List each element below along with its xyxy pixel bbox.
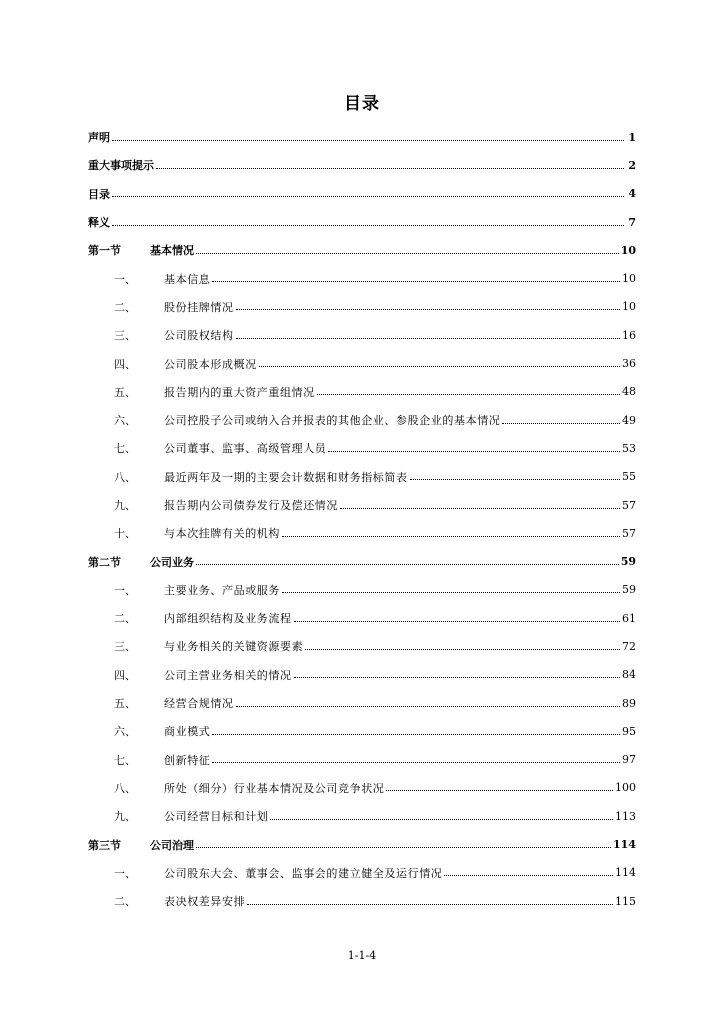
dot-leader	[112, 140, 624, 141]
dot-leader	[196, 253, 619, 254]
toc-entry-label: 公司股权结构	[164, 329, 234, 343]
toc-entry-page: 114	[613, 838, 636, 852]
dot-leader	[259, 366, 620, 367]
toc-entry-page: 36	[622, 357, 636, 371]
page-number-footer: 1-1-4	[347, 949, 377, 962]
toc-entry[interactable]	[88, 689, 636, 717]
toc-entry[interactable]	[88, 349, 636, 377]
toc-entry-page: 53	[622, 441, 636, 455]
toc-entry[interactable]	[88, 208, 636, 236]
toc-entry-page: 100	[615, 781, 636, 795]
toc-entry[interactable]	[88, 406, 636, 434]
toc-entry-label: 公司董事、监事、高级管理人员	[164, 442, 327, 456]
dot-leader	[328, 451, 620, 452]
toc-entry-number: 二、	[114, 612, 136, 626]
toc-entry[interactable]	[88, 264, 636, 292]
toc-entry-label: 股份挂牌情况	[164, 300, 234, 314]
toc-entry-number: 第二节	[88, 555, 121, 569]
toc-entry-label: 基本信息	[164, 272, 211, 286]
toc-entry[interactable]	[88, 547, 636, 575]
dot-leader	[236, 338, 620, 339]
toc-entry-label: 商业模式	[164, 725, 211, 739]
dot-leader	[196, 847, 611, 848]
toc-entry-label: 报告期内公司债券发行及偿还情况	[164, 499, 338, 512]
toc-entry-page: 10	[620, 243, 636, 257]
dot-leader	[112, 196, 624, 197]
dot-leader	[282, 592, 620, 593]
toc-entry[interactable]	[88, 887, 636, 915]
dot-leader	[212, 734, 620, 735]
toc-entry-label: 公司业务	[150, 555, 194, 569]
toc-entry-page: 16	[622, 328, 636, 342]
toc-entry-number: 九、	[114, 499, 136, 512]
dot-leader	[294, 621, 620, 622]
toc-entry[interactable]	[88, 661, 636, 689]
toc-entry[interactable]	[88, 151, 636, 179]
dot-leader	[282, 536, 620, 537]
toc-entry-page: 97	[622, 753, 636, 767]
toc-entry-page: 115	[615, 894, 636, 908]
toc-entry-number: 第一节	[88, 244, 121, 258]
toc-entry-page: 59	[620, 555, 636, 569]
toc-entry-number: 七、	[114, 753, 136, 767]
toc-entry-number: 二、	[114, 300, 136, 314]
toc-entry-page: 10	[622, 272, 636, 286]
toc-entry[interactable]	[88, 519, 636, 547]
toc-entry-label: 最近两年及一期的主要会计数据和财务指标简表	[164, 470, 408, 484]
toc-entry-label: 报告期内的重大资产重组情况	[164, 385, 315, 399]
dot-leader	[212, 281, 620, 282]
toc-entry-page: 1	[628, 130, 636, 144]
toc-entry-page: 84	[622, 668, 636, 682]
toc-entry-page: 4	[628, 187, 636, 201]
toc-entry-number: 八、	[114, 781, 136, 795]
toc-entry-label: 所处（细分）行业基本情况及公司竞争状况	[164, 781, 385, 795]
toc-entry-label: 与本次挂牌有关的机构	[164, 527, 280, 541]
toc-entry-page: 57	[622, 498, 636, 512]
toc-entry-page: 55	[622, 470, 636, 484]
toc-entry[interactable]	[88, 632, 636, 660]
toc-entry-label: 表决权差异安排	[164, 895, 246, 909]
toc-entry-page: 61	[622, 611, 636, 625]
toc-entry-label: 主要业务、产品或服务	[164, 583, 280, 597]
toc-entry[interactable]	[88, 774, 636, 802]
toc-entry[interactable]	[88, 859, 636, 887]
toc-entry[interactable]	[88, 293, 636, 321]
dot-leader	[270, 819, 613, 820]
toc-entry-label: 与业务相关的关键资源要素	[164, 640, 304, 654]
dot-leader	[236, 309, 620, 310]
toc-entry-label: 创新特征	[164, 753, 211, 767]
toc-entry-number: 一、	[114, 272, 136, 286]
toc-entry[interactable]	[88, 123, 636, 151]
toc-entry-label: 基本情况	[150, 244, 194, 258]
toc-entry-number: 三、	[114, 640, 136, 654]
dot-leader	[444, 875, 613, 876]
toc-entry[interactable]	[88, 830, 636, 858]
toc-entry-page: 49	[622, 413, 636, 427]
toc-entry[interactable]	[88, 802, 636, 830]
toc-entry-number: 五、	[114, 385, 136, 399]
toc-entry[interactable]	[88, 236, 636, 264]
toc-entry-page: 113	[615, 809, 636, 823]
toc-entry-label: 公司主营业务相关的情况	[164, 668, 292, 682]
toc-entry-label: 公司经营目标和计划	[164, 810, 269, 824]
dot-leader	[502, 423, 620, 424]
dot-leader	[112, 225, 624, 226]
page-title: 目录	[344, 94, 380, 114]
dot-leader	[386, 790, 613, 791]
toc-entry-number: 七、	[114, 442, 136, 456]
dot-leader	[294, 677, 620, 678]
toc-entry-label: 经营合规情况	[164, 697, 234, 711]
toc-entry-page: 48	[622, 385, 636, 399]
toc-entry-label: 重大事项提示	[88, 159, 154, 173]
toc-entry-number: 十、	[114, 527, 136, 541]
dot-leader	[317, 394, 620, 395]
dot-leader	[305, 649, 620, 650]
dot-leader	[340, 508, 620, 509]
toc-entry-number: 六、	[114, 725, 136, 739]
toc-entry-page: 59	[622, 583, 636, 597]
toc-entry-page: 95	[622, 724, 636, 738]
toc-entry[interactable]	[88, 746, 636, 774]
toc-entry-number: 五、	[114, 697, 136, 711]
dot-leader	[212, 762, 620, 763]
toc-entry-number: 第三节	[88, 838, 121, 852]
table-of-contents	[88, 123, 636, 915]
toc-entry-number: 一、	[114, 866, 136, 880]
toc-entry-number: 四、	[114, 357, 136, 371]
toc-entry-number: 三、	[114, 329, 136, 343]
toc-entry[interactable]	[88, 463, 636, 491]
toc-entry[interactable]	[88, 321, 636, 349]
toc-entry-label: 释义	[88, 216, 110, 230]
toc-entry[interactable]	[88, 604, 636, 632]
toc-entry-page: 10	[622, 300, 636, 314]
toc-entry-number: 二、	[114, 895, 136, 909]
dot-leader	[410, 479, 620, 480]
toc-entry-label: 目录	[88, 187, 110, 201]
toc-entry-label: 声明	[88, 131, 110, 145]
toc-entry[interactable]	[88, 491, 636, 519]
toc-entry-label: 公司股东大会、董事会、监事会的建立健全及运行情况	[164, 866, 443, 880]
toc-entry-number: 四、	[114, 668, 136, 682]
toc-entry-number: 六、	[114, 414, 136, 428]
dot-leader	[196, 564, 619, 565]
toc-entry-number: 一、	[114, 583, 136, 597]
toc-entry-page: 57	[622, 526, 636, 540]
toc-entry-number: 八、	[114, 470, 136, 484]
toc-entry-number: 九、	[114, 810, 136, 824]
toc-entry-page: 2	[628, 158, 636, 172]
toc-entry-page: 7	[628, 215, 636, 229]
toc-entry-label: 公司控股子公司或纳入合并报表的其他企业、参股企业的基本情况	[164, 414, 501, 428]
dot-leader	[247, 904, 613, 905]
dot-leader	[236, 706, 620, 707]
toc-entry[interactable]	[88, 576, 636, 604]
toc-entry[interactable]	[88, 180, 636, 208]
toc-entry[interactable]	[88, 717, 636, 745]
toc-entry-label: 内部组织结构及业务流程	[164, 612, 292, 626]
toc-entry-page: 114	[615, 866, 636, 880]
toc-entry-page: 89	[622, 696, 636, 710]
dot-leader	[156, 168, 624, 169]
toc-entry[interactable]	[88, 434, 636, 462]
toc-entry-page: 72	[622, 639, 636, 653]
toc-entry-label: 公司治理	[150, 838, 194, 852]
toc-entry-label: 公司股本形成概况	[164, 357, 257, 371]
toc-entry[interactable]	[88, 378, 636, 406]
